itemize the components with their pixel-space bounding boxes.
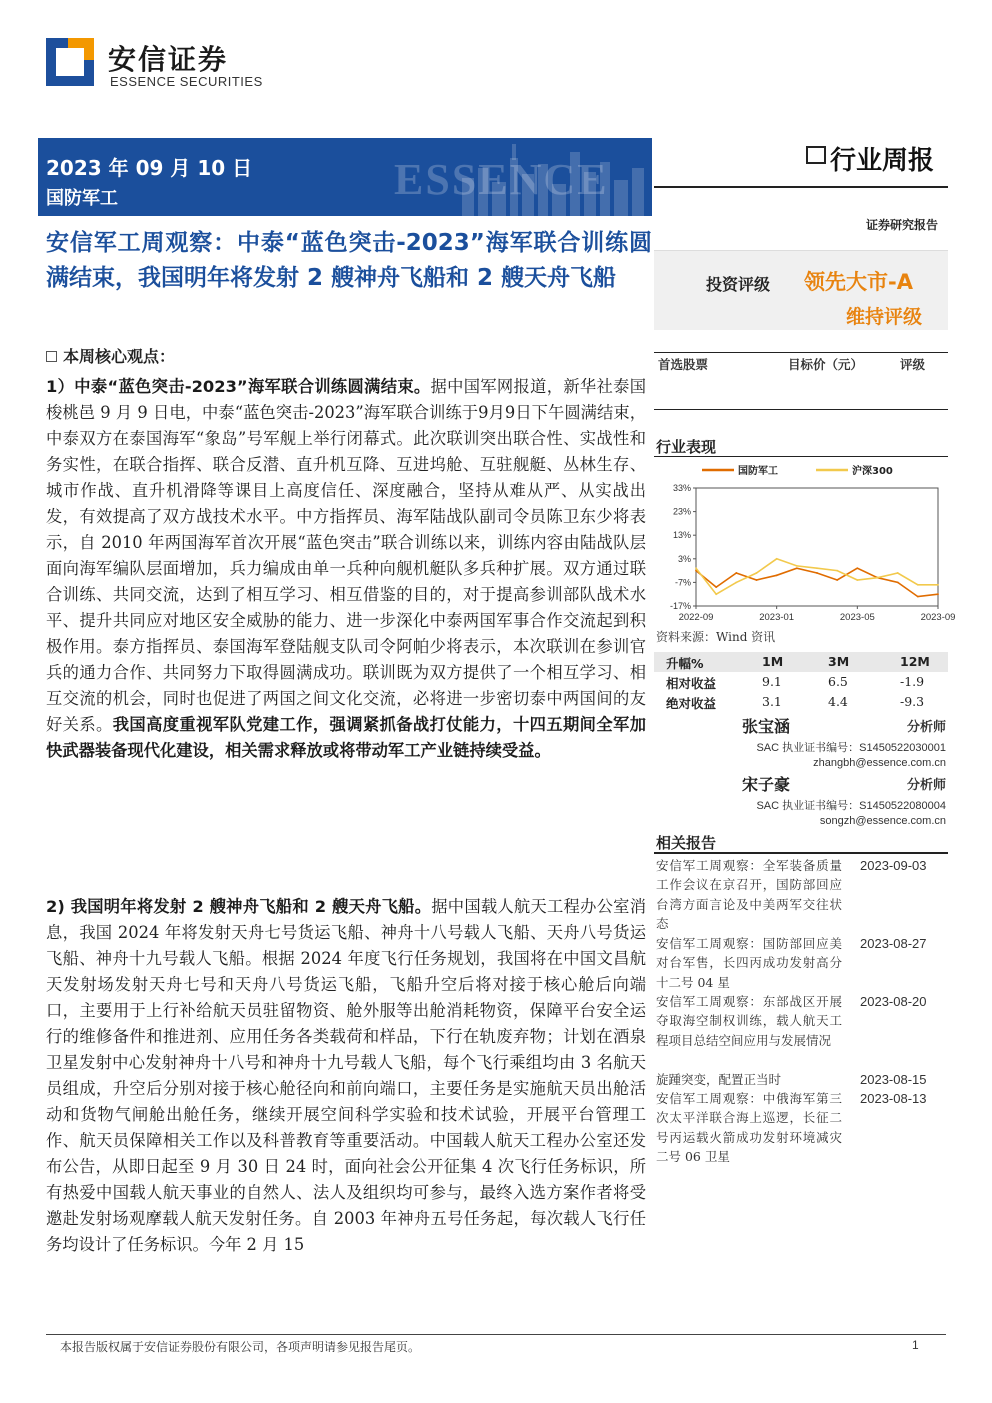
series-1-point bbox=[836, 579, 838, 581]
series-2-point bbox=[897, 572, 899, 574]
analyst-sac: SAC 执业证书编号：S1450522030001 bbox=[756, 742, 946, 754]
table-header-cell: 1M bbox=[762, 654, 784, 669]
report-date: 2023 年 09 月 10 日 bbox=[46, 156, 253, 180]
analyst-email[interactable]: zhangbh@essence.com.cn bbox=[813, 757, 946, 769]
series-1-point bbox=[937, 593, 939, 595]
related-report-title[interactable]: 安信军工周观察：国防部回应美对台军售，长四丙成功发射高分十二号 04 星 bbox=[656, 936, 842, 990]
report-banner bbox=[38, 138, 652, 216]
series-1-point bbox=[917, 596, 919, 598]
series-2-point bbox=[796, 565, 798, 567]
report-title: 安信军工周观察：中泰“蓝色突击-2023”海军联合训练圆满结束，我国明年将发射 2 艘神舟飞船和 2 艘天舟飞船 bbox=[46, 230, 652, 291]
series-1-point bbox=[816, 572, 818, 574]
core-views-heading: 本周核心观点： bbox=[46, 344, 175, 367]
series-1-point bbox=[856, 567, 858, 569]
related-report-title[interactable]: 安信军工周观察：东部战区开展夺取海空制权训练，载人航天工程项目总结空间应用与发展情况 bbox=[656, 994, 842, 1048]
y-tick-label: -17% bbox=[669, 601, 691, 611]
analyst-role: 分析师 bbox=[906, 720, 946, 735]
related-divider bbox=[654, 852, 948, 854]
series-2-point bbox=[937, 584, 939, 586]
table-cell: 相对收益 bbox=[666, 676, 717, 691]
x-tick-label: 2022-09 bbox=[678, 612, 714, 623]
page-number: 1 bbox=[912, 1338, 919, 1352]
series-1-point bbox=[735, 572, 737, 574]
brand-name-cn: 安信证券 bbox=[108, 43, 229, 76]
analyst-sac: SAC 执业证书编号：S1450522080004 bbox=[756, 800, 946, 812]
related-report-title[interactable]: 安信军工周观察：中俄海军第三次太平洋联合海上巡逻，长征二号丙运载火箭成功发射环境减灾二号 06 卫星 bbox=[656, 1091, 842, 1164]
paragraph-1-text: 据中国军网报道，新华社泰国梭桃邑 9 月 9 日电，中泰“蓝色突击-2023”海军联合训练于9月9日下午圆满结束，中泰双方在泰国海军“象岛”号军舰上举行闭幕式。此次联训突出联合性、实战性和务实性，在联合指挥、联合反潜、直升机互降、互进坞舱、互驻舰艇、丛林生存、城市作战、直升机滑降等课目上高度信任、深度融合，坚持从难从严、从实战出发，有效提高了双方战技术水平。中方指挥员、海军陆战队副司令员陈卫东少将表示，自 2010 年两国海军首次开展“蓝色突击”联合训练以来，训练内容由陆战队层面向海军编队层面增加，兵力编成由单一兵种向舰机艇队多兵种扩展。双方通过联合训练、共同交流，达到了相互学习、相互借鉴的目的，对于提高参训部队战术水平、提升共同应对地区安全威胁的能力、进一步深化中泰两国军事合作交流起到积极作用。泰方指挥员、泰国海军登陆舰支队司令阿帕少将表示，本次联训在参训官兵的通力合作、共同努力下取得圆满成功。联训既为双方提供了一个相互学习、相互交流的机会，同时也促进了两国之间文化交流，必将进一步密切泰中两国间的友好关系。 bbox=[46, 377, 646, 734]
performance-table bbox=[654, 652, 948, 712]
table-row bbox=[654, 692, 948, 712]
x-tick-label: 2023-05 bbox=[839, 612, 875, 623]
table-cell: 4.4 bbox=[828, 694, 848, 709]
table-row bbox=[654, 672, 948, 692]
legend-label-series-2: 沪深300 bbox=[852, 466, 893, 477]
series-2-point bbox=[816, 567, 818, 569]
banner-watermark: ESSENCE bbox=[394, 155, 609, 204]
rating-value: 领先大市-A bbox=[804, 270, 913, 294]
related-report-date: 2023-08-27 bbox=[860, 936, 927, 951]
series-1-point bbox=[715, 586, 717, 588]
list-icon bbox=[46, 351, 57, 362]
series-2-point bbox=[776, 558, 778, 560]
report-sector: 国防军工 bbox=[46, 188, 118, 209]
plot-frame bbox=[696, 488, 938, 606]
series-2-point bbox=[836, 570, 838, 572]
table-cell: -1.9 bbox=[900, 674, 925, 689]
paragraph-1 bbox=[46, 374, 646, 764]
report-type: 行业周报 bbox=[830, 146, 935, 176]
series-1-point bbox=[897, 582, 899, 584]
header-divider bbox=[654, 186, 948, 188]
related-report-date: 2023-08-15 bbox=[860, 1072, 927, 1087]
table-cell: -9.3 bbox=[900, 694, 925, 709]
paragraph-1-tail: 我国高度重视军队党建工作，强调紧抓备战打仗能力，十四五期间全军加快武器装备现代化建设，相关需求释放或将带动军工产业链持续受益。 bbox=[46, 715, 646, 760]
table-header-cell: 升幅% bbox=[666, 656, 704, 671]
paragraph-2-lead: 2) 我国明年将发射 2 艘神舟飞船和 2 艘天舟飞船。 bbox=[46, 897, 432, 916]
related-report-title[interactable]: 安信军工周观察：全军装备质量工作会议在京召开，国防部回应台湾方面言论及中美两军交往状态 bbox=[656, 858, 842, 931]
series-2-point bbox=[877, 577, 879, 579]
related-report-date: 2023-09-03 bbox=[860, 858, 927, 873]
table-header-row bbox=[654, 652, 948, 672]
brand-name-en: ESSENCE SECURITIES bbox=[110, 74, 263, 89]
related-report-date: 2023-08-20 bbox=[860, 994, 927, 1009]
y-tick-label: 3% bbox=[677, 553, 691, 564]
analyst-role: 分析师 bbox=[906, 778, 946, 793]
table-header-cell: 3M bbox=[828, 654, 850, 669]
series-2-point bbox=[756, 572, 758, 574]
research-label: 证券研究报告 bbox=[865, 218, 938, 232]
analyst-name: 宋子豪 bbox=[742, 775, 791, 794]
y-tick-label: 13% bbox=[672, 530, 691, 541]
stock-table-header bbox=[654, 352, 948, 410]
table-cell: 3.1 bbox=[762, 694, 782, 709]
stock-col-name: 首选股票 bbox=[658, 357, 709, 372]
series-2-point bbox=[735, 582, 737, 584]
table-header-cell: 12M bbox=[900, 654, 930, 669]
x-tick-label: 2023-09 bbox=[920, 612, 956, 623]
analyst-email[interactable]: songzh@essence.com.cn bbox=[819, 815, 946, 827]
table-cell: 绝对收益 bbox=[666, 696, 717, 711]
stock-col-target: 目标价（元） bbox=[788, 357, 864, 372]
rating-label: 投资评级 bbox=[706, 275, 771, 294]
paragraph-2-text: 据中国载人航天工程办公室消息，我国 2024 年将发射天舟七号货运飞船、神舟十八号载人飞船、天舟八号货运飞船、神舟十九号载人飞船。根据 2024 年度飞行任务规划，我国将在中国文昌航天发射场发射天舟七号和天舟八号货运飞船，飞船升空后将对接于核心舱后向端口，主要用于上行补给航天员驻留物资、舱外服等出舱消耗物资，保障平台安全运行的维修备件和推进剂、应用任务各类载荷和样品，下行在轨废弃物；计划在酒泉卫星发射中心发射神舟十八号和神舟十九号载人飞船，每个飞行乘组均由 3 名航天员组成，升空后分别对接于核心舱径向和前向端口，主要任务是实施航天员出舱活动和货物气闸舱出舱任务，继续开展空间科学实验和技术试验，开展平台管理工作、航天员保障相关工作以及科普教育等重要活动。中国载人航天工程办公室还发布公告，从即日起至 9 月 30 日 24 时，面向社会公开征集 4 次飞行任务标识，所有热爱中国载人航天事业的自然人、法人及组织均可参与，最终入选方案作者将受邀赴发射场观摩载人航天发射任务。自 2003 年神舟五号任务起，每次载人飞行任务均设计了任务标识。今年 2 月 15 bbox=[46, 897, 646, 1254]
y-tick-label: 33% bbox=[672, 483, 691, 493]
legend-label-series-1: 国防军工 bbox=[738, 466, 778, 477]
y-tick-label: -7% bbox=[674, 577, 691, 588]
chart-report-icon bbox=[806, 146, 826, 164]
table-cell: 9.1 bbox=[762, 674, 782, 689]
performance-divider bbox=[654, 456, 948, 457]
x-tick-label: 2023-01 bbox=[759, 612, 795, 623]
series-2-point bbox=[695, 567, 697, 569]
paragraph-2 bbox=[46, 894, 646, 1258]
performance-heading: 行业表现 bbox=[656, 438, 717, 456]
series-1-point bbox=[756, 579, 758, 581]
rating-action: 维持评级 bbox=[846, 306, 923, 328]
y-tick-label: 23% bbox=[672, 506, 691, 517]
series-1-point bbox=[776, 574, 778, 576]
footer-copyright: 本报告版权属于安信证券股份有限公司，各项声明请参见报告尾页。 bbox=[60, 1340, 421, 1354]
series-2-point bbox=[917, 584, 919, 586]
related-reports-heading: 相关报告 bbox=[656, 834, 717, 852]
related-report-title[interactable]: 旋踵突变，配置正当时 bbox=[656, 1072, 782, 1087]
brand-logo-icon bbox=[46, 38, 94, 86]
series-2-point bbox=[715, 593, 717, 595]
table-cell: 6.5 bbox=[828, 674, 848, 689]
performance-chart bbox=[654, 458, 956, 626]
paragraph-1-lead: 1）中泰“蓝色突击-2023”海军联合训练圆满结束。 bbox=[46, 377, 431, 396]
series-2-point bbox=[856, 579, 858, 581]
analyst-name: 张宝涵 bbox=[742, 717, 791, 736]
stock-col-rating: 评级 bbox=[900, 357, 926, 372]
chart-source: 资料来源：Wind 资讯 bbox=[656, 630, 776, 644]
series-1-point bbox=[796, 567, 798, 569]
footer-divider bbox=[46, 1334, 946, 1335]
related-report-date: 2023-08-13 bbox=[860, 1091, 927, 1106]
